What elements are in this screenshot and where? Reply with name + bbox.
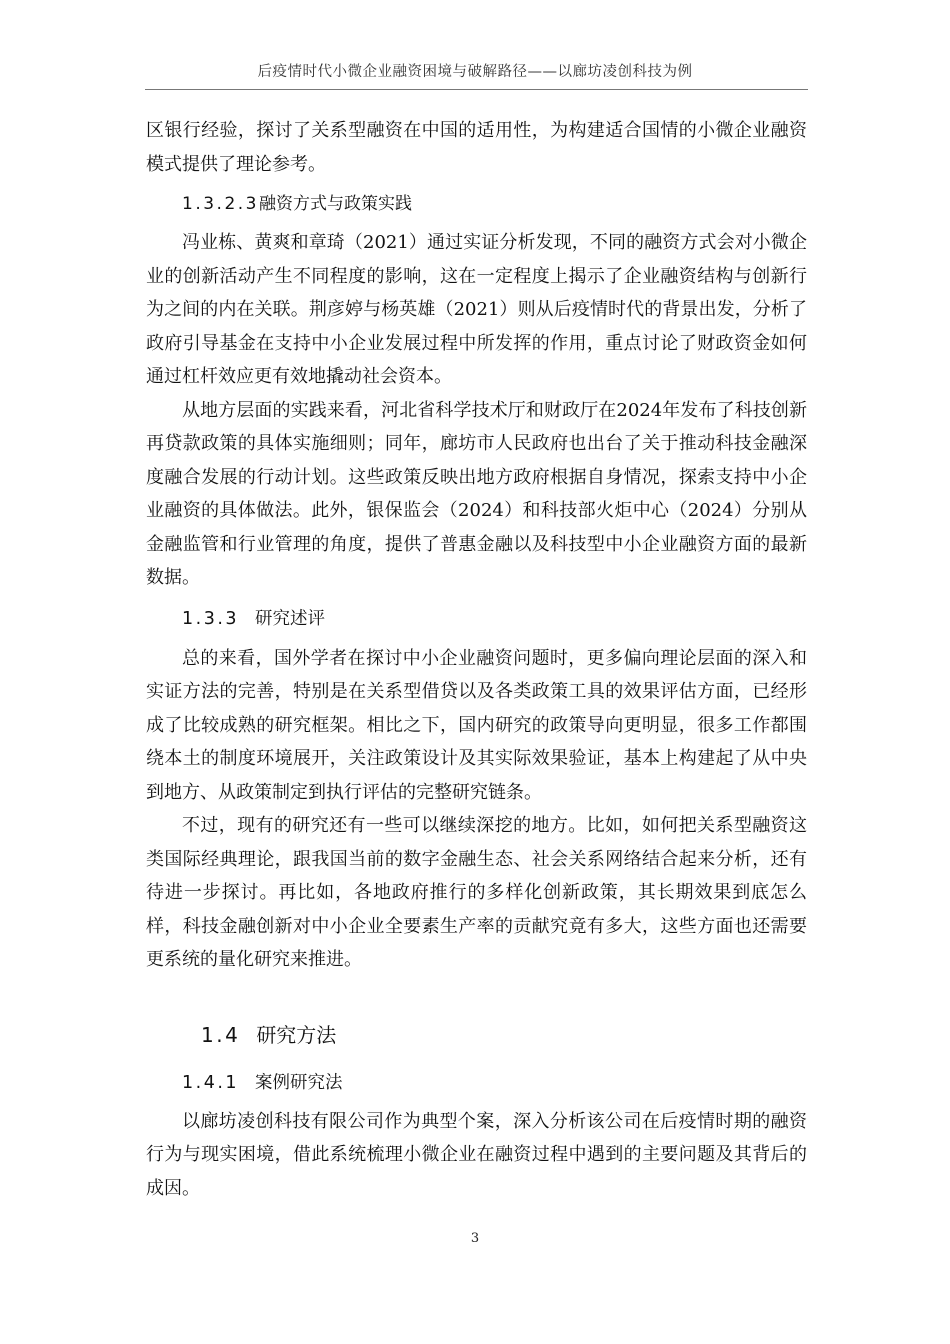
heading-title: 研究述评 <box>255 608 326 629</box>
paragraph-continued: 区银行经验，探讨了关系型融资在中国的适用性，为构建适合国情的小微企业融资模式提供了理论参考。 <box>146 120 807 175</box>
paragraph: 不过，现有的研究还有一些可以继续深挖的地方。比如，如何把关系型融资这类国际经典理论，跟我国当前的数字金融生态、社会关系网络结合起来分析，还有待进一步探讨。再比如，各地政府推行的多样化创新政策，其长期效果到底怎么样，科技金融创新对中小企业全要素生产率的贡献究竟有多大，这些方面也还需要更系统的量化研究来推进。 <box>146 815 807 970</box>
heading-1-3-2-3 <box>146 192 807 216</box>
header-divider <box>145 89 808 90</box>
heading-title: 案例研究法 <box>255 1072 343 1093</box>
paragraph: 冯业栋、黄爽和章琦（2021）通过实证分析发现，不同的融资方式会对小微企业的创新活动产生不同程度的影响，这在一定程度上揭示了企业融资结构与创新行为之间的内在关联。荆彦婷与杨英雄（2021）则从后疫情时代的背景出发，分析了政府引导基金在支持中小企业发展过程中所发挥的作用，重点讨论了财政资金如何通过杠杆效应更有效地撬动社会资本。 <box>146 232 807 387</box>
paragraph: 以廊坊凌创科技有限公司作为典型个案，深入分析该公司在后疫情时期的融资行为与现实困境，借此系统梳理小微企业在融资过程中遇到的主要问题及其背后的成因。 <box>146 1110 807 1199</box>
heading-1-3-3 <box>146 607 807 631</box>
heading-1-4 <box>146 1021 807 1049</box>
heading-1-4-1 <box>146 1071 807 1095</box>
heading-number: 1.3.3 <box>182 608 240 629</box>
page-body <box>146 114 807 1205</box>
paragraph: 总的来看，国外学者在探讨中小企业融资问题时，更多偏向理论层面的深入和实证方法的完善，特别是在关系型借贷以及各类政策工具的效果评估方面，已经形成了比较成熟的研究框架。相比之下，国内研究的政策导向更明显，很多工作都围绕本土的制度环境展开，关注政策设计及其实际效果验证，基本上构建起了从中央到地方、从政策制定到执行评估的完整研究链条。 <box>146 647 807 803</box>
heading-title: 融资方式与政策实践 <box>258 194 412 214</box>
paragraph: 从地方层面的实践来看，河北省科学技术厅和财政厅在2024年发布了科技创新再贷款政策的具体实施细则；同年，廊坊市人民政府也出台了关于推动科技金融深度融合发展的行动计划。这些政策反映出地方政府根据自身情况，探索支持中小企业融资的具体做法。此外，银保监会（2024）和科技部火炬中心（2024）分别从金融监管和行业管理的角度，提供了普惠金融以及科技型中小企业融资方面的最新数据。 <box>146 399 807 588</box>
heading-number: 1.3.2.3 <box>182 194 259 214</box>
heading-number: 1.4.1 <box>182 1072 240 1093</box>
heading-title: 研究方法 <box>256 1022 337 1047</box>
page-number: 3 <box>470 1231 480 1246</box>
running-header: 后疫情时代小微企业融资困境与破解路径——以廊坊凌创科技为例 <box>257 64 693 80</box>
heading-number: 1.4 <box>201 1022 241 1047</box>
